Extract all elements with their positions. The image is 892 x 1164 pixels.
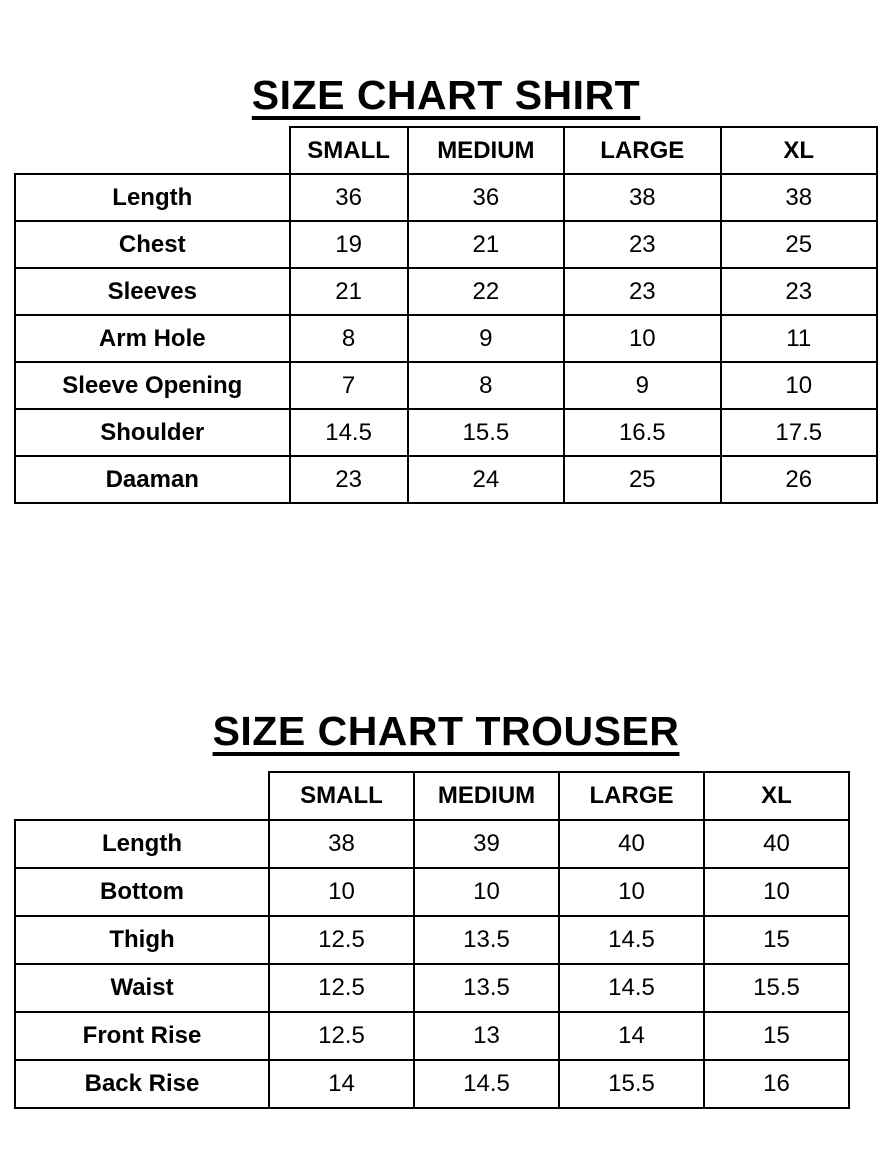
cell-length-large: 40 [559,820,704,868]
column-header-xl: XL [721,127,877,174]
table-row [15,409,877,456]
table-header-row [15,772,849,820]
column-header-medium: MEDIUM [408,127,564,174]
table-row [15,916,849,964]
table-corner-cell [15,772,269,820]
cell-front-rise-medium: 13 [414,1012,559,1060]
cell-chest-medium: 21 [408,221,564,268]
cell-length-small: 38 [269,820,414,868]
row-label-daaman: Daaman [15,456,290,503]
table-row [15,174,877,221]
table-row [15,268,877,315]
cell-waist-medium: 13.5 [414,964,559,1012]
cell-thigh-xl: 15 [704,916,849,964]
cell-waist-large: 14.5 [559,964,704,1012]
table-header-row [15,127,877,174]
table-row [15,964,849,1012]
trouser-size-chart-section [0,636,892,1097]
row-label-sleeve-opening: Sleeve Opening [15,362,290,409]
cell-sleeves-large: 23 [564,268,720,315]
cell-thigh-small: 12.5 [269,916,414,964]
cell-sleeve-opening-large: 9 [564,362,720,409]
row-label-thigh: Thigh [15,916,269,964]
cell-shoulder-medium: 15.5 [408,409,564,456]
trouser-chart-title: SIZE CHART TROUSER [212,708,680,755]
cell-length-medium: 39 [414,820,559,868]
cell-chest-xl: 25 [721,221,877,268]
shirt-size-table [14,126,878,504]
row-label-front-rise: Front Rise [15,1012,269,1060]
column-header-large: LARGE [559,772,704,820]
cell-daaman-medium: 24 [408,456,564,503]
cell-waist-xl: 15.5 [704,964,849,1012]
cell-sleeve-opening-xl: 10 [721,362,877,409]
cell-length-medium: 36 [408,174,564,221]
cell-length-large: 38 [564,174,720,221]
cell-chest-large: 23 [564,221,720,268]
cell-back-rise-medium: 14.5 [414,1060,559,1108]
cell-sleeve-opening-small: 7 [290,362,408,409]
cell-sleeve-opening-medium: 8 [408,362,564,409]
trouser-table-wrapper [14,771,850,1109]
column-header-xl: XL [704,772,849,820]
cell-shoulder-xl: 17.5 [721,409,877,456]
cell-bottom-medium: 10 [414,868,559,916]
row-label-shoulder: Shoulder [15,409,290,456]
cell-sleeves-xl: 23 [721,268,877,315]
cell-arm-hole-large: 10 [564,315,720,362]
cell-back-rise-small: 14 [269,1060,414,1108]
row-label-sleeves: Sleeves [15,268,290,315]
cell-sleeves-small: 21 [290,268,408,315]
shirt-table-wrapper [14,126,878,504]
cell-shoulder-small: 14.5 [290,409,408,456]
cell-length-xl: 40 [704,820,849,868]
cell-front-rise-xl: 15 [704,1012,849,1060]
table-row [15,315,877,362]
trouser-size-table [14,771,850,1109]
column-header-small: SMALL [269,772,414,820]
table-row [15,1060,849,1108]
cell-thigh-large: 14.5 [559,916,704,964]
cell-length-xl: 38 [721,174,877,221]
cell-thigh-medium: 13.5 [414,916,559,964]
table-row [15,820,849,868]
cell-daaman-small: 23 [290,456,408,503]
shirt-chart-title: SIZE CHART SHIRT [251,72,641,119]
cell-back-rise-xl: 16 [704,1060,849,1108]
column-header-small: SMALL [290,127,408,174]
row-label-waist: Waist [15,964,269,1012]
column-header-large: LARGE [564,127,720,174]
row-label-length: Length [15,174,290,221]
cell-back-rise-large: 15.5 [559,1060,704,1108]
cell-bottom-xl: 10 [704,868,849,916]
row-label-back-rise: Back Rise [15,1060,269,1108]
table-corner-cell [15,127,290,174]
cell-bottom-large: 10 [559,868,704,916]
row-label-arm-hole: Arm Hole [15,315,290,362]
shirt-size-chart-section [0,0,892,493]
cell-arm-hole-small: 8 [290,315,408,362]
table-row [15,221,877,268]
table-row [15,868,849,916]
row-label-bottom: Bottom [15,868,269,916]
cell-chest-small: 19 [290,221,408,268]
table-row [15,362,877,409]
cell-shoulder-large: 16.5 [564,409,720,456]
table-row [15,1012,849,1060]
cell-arm-hole-medium: 9 [408,315,564,362]
cell-arm-hole-xl: 11 [721,315,877,362]
row-label-length: Length [15,820,269,868]
table-row [15,456,877,503]
cell-daaman-large: 25 [564,456,720,503]
column-header-medium: MEDIUM [414,772,559,820]
cell-bottom-small: 10 [269,868,414,916]
row-label-chest: Chest [15,221,290,268]
cell-front-rise-large: 14 [559,1012,704,1060]
cell-front-rise-small: 12.5 [269,1012,414,1060]
cell-daaman-xl: 26 [721,456,877,503]
cell-sleeves-medium: 22 [408,268,564,315]
cell-length-small: 36 [290,174,408,221]
cell-waist-small: 12.5 [269,964,414,1012]
